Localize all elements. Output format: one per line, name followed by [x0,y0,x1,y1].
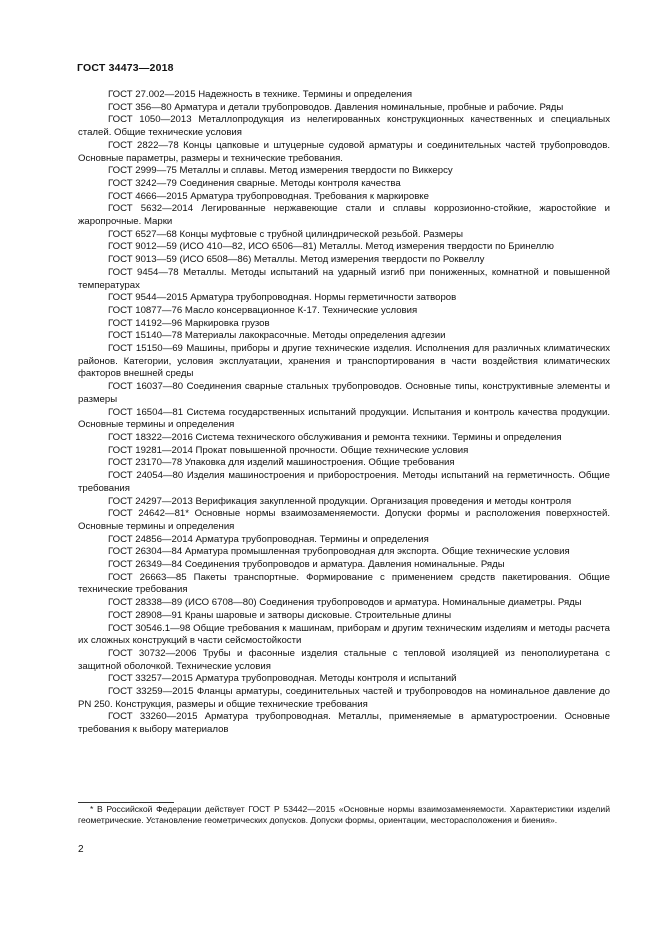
reference-item: ГОСТ 24642—81* Основные нормы взаимозаменяемости. Допуски формы и расположения поверхностей. Основные термины и определения [78,508,610,532]
page-number: 2 [78,844,84,855]
reference-item: ГОСТ 9013—59 (ИСО 6508—86) Металлы. Метод измерения твердости по Роквеллу [108,254,485,266]
reference-item: ГОСТ 18322—2016 Система технического обслуживания и ремонта техники. Термины и определения [108,431,562,443]
document-header: ГОСТ 34473—2018 [77,62,174,74]
reference-item: ГОСТ 15150—69 Машины, приборы и другие технические изделия. Исполнения для различных климатических районов. Категории, условия эксплуатации, хранения и транспортирования в части воздействия климатических факторов внешней среды [78,343,610,380]
reference-item: ГОСТ 2999—75 Металлы и сплавы. Метод измерения твердости по Виккерсу [108,165,453,177]
reference-item: ГОСТ 16037—80 Соединения сварные стальных трубопроводов. Основные типы, конструктивные элементы и размеры [78,381,610,405]
reference-item: ГОСТ 19281—2014 Прокат повышенной прочности. Общие технические условия [108,444,469,456]
reference-item: ГОСТ 3242—79 Соединения сварные. Методы контроля качества [108,177,401,189]
reference-list [78,89,610,737]
reference-item: ГОСТ 15140—78 Материалы лакокрасочные. Методы определения адгезии [108,330,446,342]
reference-item: ГОСТ 33259—2015 Фланцы арматуры, соединительных частей и трубопроводов на номинальное давление до PN 250. Конструкция, размеры и общие технические требования [78,686,610,710]
reference-item: ГОСТ 14192—96 Маркировка грузов [108,317,270,329]
reference-item: ГОСТ 5632—2014 Легированные нержавеющие стали и сплавы коррозионно-стойкие, жаростойкие и жаропрочные. Марки [78,203,610,228]
reference-item: ГОСТ 10877—76 Масло консервационное К-17. Технические условия [108,304,418,316]
footnote-divider [78,802,174,803]
reference-item: ГОСТ 26349—84 Соединения трубопроводов и арматура. Давления номинальные. Ряды [108,559,505,571]
reference-item: ГОСТ 9544—2015 Арматура трубопроводная. Нормы герметичности затворов [108,292,457,304]
reference-item: ГОСТ 6527—68 Концы муфтовые с трубной цилиндрической резьбой. Размеры [108,228,464,240]
reference-item: ГОСТ 23170—78 Упаковка для изделий машиностроения. Общие требования [108,457,455,469]
reference-item: ГОСТ 24054—80 Изделия машиностроения и приборостроения. Методы испытаний на герметичность. Общие требования [78,470,610,494]
reference-item: ГОСТ 33260—2015 Арматура трубопроводная. Металлы, применяемые в арматуростроении. Основные требования к выбору материалов [78,711,610,736]
reference-item: ГОСТ 9012—59 (ИСО 410—82, ИСО 6506—81) Металлы. Метод измерения твердости по Бринеллю [108,241,554,253]
footnote: * В Российской Федерации действует ГОСТ Р 53442—2015 «Основные нормы взаимозаменяемости. Характеристики изделий геометрические. Установление геометрических допусков. Допуски формы, ориентации, месторасположения и биения». [78,804,610,826]
reference-item: ГОСТ 30732—2006 Трубы и фасонные изделия стальные с тепловой изоляцией из пенополиуретана с защитной оболочкой. Технические условия [78,647,610,672]
reference-item: ГОСТ 356—80 Арматура и детали трубопроводов. Давления номинальные, пробные и рабочие. Ряды [108,101,564,113]
reference-item: ГОСТ 33257—2015 Арматура трубопроводная. Методы контроля и испытаний [108,673,457,685]
reference-item: ГОСТ 28908—91 Краны шаровые и затворы дисковые. Строительные длины [108,609,452,621]
reference-item: ГОСТ 27.002—2015 Надежность в технике. Термины и определения [108,89,413,100]
reference-item: ГОСТ 26663—85 Пакеты транспортные. Формирование с применением средств пакетирования. Общие технические требования [78,571,610,596]
reference-item: ГОСТ 9454—78 Металлы. Методы испытаний на ударный изгиб при пониженных, комнатной и повышенной температурах [78,266,610,291]
reference-item: ГОСТ 24297—2013 Верификация закупленной продукции. Организация проведения и методы контроля [108,495,572,507]
reference-item: ГОСТ 30546.1—98 Общие требования к машинам, приборам и другим техническим изделиям и методы расчета их сложных конструкций в части сейсмостойкости [78,622,610,647]
reference-item: ГОСТ 16504—81 Система государственных испытаний продукции. Испытания и контроль качества продукции. Основные термины и определения [78,406,610,431]
reference-item: ГОСТ 26304—84 Арматура промышленная трубопроводная для экспорта. Общие технические условия [108,546,570,558]
reference-item: ГОСТ 4666—2015 Арматура трубопроводная. Требования к маркировке [108,190,429,202]
reference-item: ГОСТ 2822—78 Концы цапковые и штуцерные судовой арматуры и соединительных частей трубопроводов. Основные параметры, размеры и технические требования. [78,139,610,164]
reference-item: ГОСТ 28338—89 (ИСО 6708—80) Соединения трубопроводов и арматура. Номинальные диаметры. Ряды [108,597,582,609]
reference-item: ГОСТ 24856—2014 Арматура трубопроводная. Термины и определения [108,533,429,545]
reference-item: ГОСТ 1050—2013 Металлопродукция из нелегированных конструкционных качественных и специальных сталей. Общие технические условия [78,114,610,139]
